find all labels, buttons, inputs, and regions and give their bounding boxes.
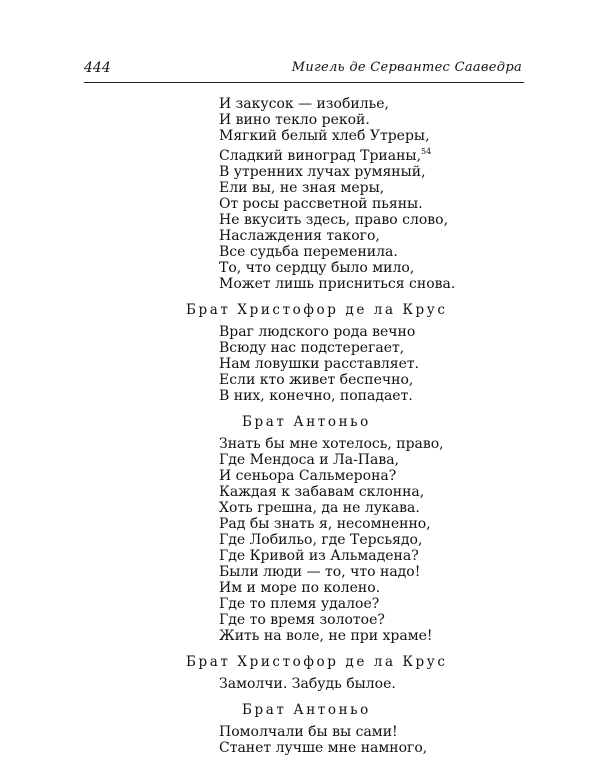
page-number: 444 (84, 60, 111, 76)
verse-stanza (219, 676, 600, 692)
footnote-ref: 54 (421, 147, 432, 156)
verse-stanza (219, 96, 600, 292)
verse-line: Где Мендоса и Ла-Пава, (219, 452, 400, 468)
verse-line: Им и море по колено. (219, 580, 381, 596)
verse-line: Рад бы знать я, несомненно, (219, 516, 431, 532)
verse-line: Где Лобильо, где Терсьядо, (219, 532, 423, 548)
verse-line: Всюду нас подстерегает, (219, 340, 405, 356)
verse-line: Может лишь присниться снова. (219, 276, 456, 292)
verse-line: Хоть грешна, да не лукава. (219, 500, 420, 516)
speaker-name: Брат Антоньо (242, 702, 371, 718)
verse-line: Знать бы мне хотелось, право, (219, 436, 444, 452)
verse-line: Не вкусить здесь, право слово, (219, 212, 449, 228)
verse-line: Где Кривой из Альмадена? (219, 548, 419, 564)
verse-stanza (219, 724, 600, 756)
verse-line: То, что сердцу было мило, (219, 260, 415, 276)
speaker-name: Брат Христофор де ла Крус (186, 302, 448, 318)
verse-line: Враг людского рода вечно (219, 324, 416, 340)
verse-line: И сеньора Сальмерона? (219, 468, 397, 484)
verse-line: Жить на воле, не при храме! (219, 628, 433, 644)
verse-line: Сладкий виноград Трианы,$^{54}$ (219, 147, 432, 164)
verse-line: И закусок — изобилье, (219, 96, 389, 112)
verse-line: Нам ловушки расставляет. (219, 356, 420, 372)
verse-line: Если кто живет беспечно, (219, 372, 414, 388)
verse-line: От росы рассветной пьяны. (219, 196, 423, 212)
page-body (0, 96, 600, 756)
verse-line: Были люди — то, что надо! (219, 564, 421, 580)
verse-line: Мягкий белый хлеб Утреры, (219, 128, 430, 144)
verse-line: В них, конечно, попадает. (219, 388, 413, 404)
running-header (84, 58, 524, 83)
verse-line: Каждая к забавам склонна, (219, 484, 425, 500)
verse-line: Станет лучше мне намного, (219, 740, 428, 756)
verse-line: Где то время золотое? (219, 612, 385, 628)
verse-line: И вино текло рекой. (219, 112, 370, 128)
speaker-name: Брат Христофор де ла Крус (186, 654, 448, 670)
verse-line: Наслаждения такого, (219, 228, 380, 244)
verse-line: Помолчали бы вы сами! (219, 724, 398, 740)
verse-line: Где то племя удалое? (219, 596, 380, 612)
speaker-name: Брат Антоньо (242, 414, 371, 430)
verse-line: В утренних лучах румяный, (219, 164, 426, 180)
verse-line: Все судьба переменила. (219, 244, 398, 260)
verse-stanza (219, 324, 600, 404)
running-title: Мигель де Сервантес Сааведра (291, 60, 522, 75)
verse-line: Замолчи. Забудь былое. (219, 676, 396, 692)
verse-line: Ели вы, не зная меры, (219, 180, 385, 196)
verse-stanza (219, 436, 600, 644)
